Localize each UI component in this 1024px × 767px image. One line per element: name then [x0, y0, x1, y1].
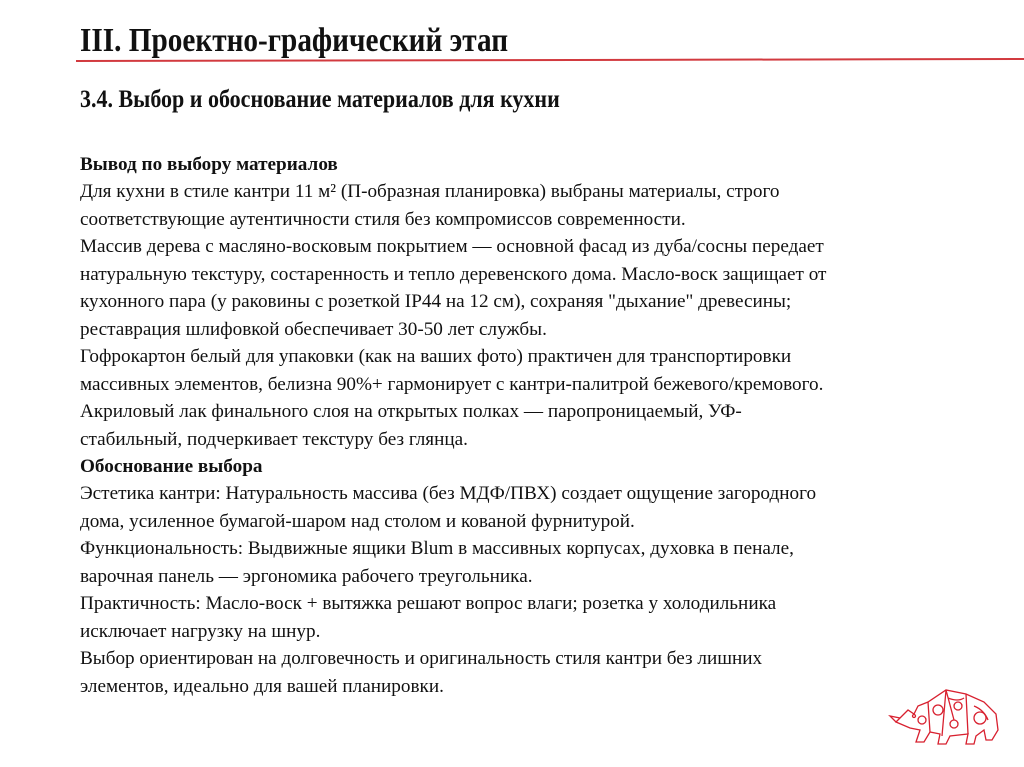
body-line: Практичность: Масло-воск + вытяжка решают вопрос влаги; розетка у холодильника	[80, 593, 777, 615]
section-heading: Обоснование выбора	[80, 455, 263, 477]
body-line: Выбор ориентирован на долговечность и оригинальность стиля кантри без лишних	[80, 648, 763, 670]
rhino-logo-icon	[888, 680, 1008, 750]
body-line: варочная панель — эргономика рабочего треугольника.	[80, 565, 533, 587]
page-title: III. Проектно-графический этап	[80, 22, 509, 59]
body-line: стабильный, подчеркивает текстуру без глянца.	[80, 428, 468, 450]
body-line: элементов, идеально для вашей планировки.	[80, 675, 444, 697]
body-line: натуральную текстуру, состаренность и тепло деревенского дома. Масло-воск защищает от	[80, 263, 827, 285]
body-line: соответствующие аутентичности стиля без компромиссов современности.	[80, 208, 686, 230]
body-text	[80, 151, 826, 700]
body-line: Акриловый лак финального слоя на открытых полках — паропроницаемый, УФ-	[80, 401, 742, 423]
body-line: массивных элементов, белизна 90%+ гармонирует с кантри-палитрой бежевого/кремового.	[80, 373, 824, 395]
body-line: дома, усиленное бумагой-шаром над столом и кованой фурнитурой.	[80, 510, 635, 532]
body-line: кухонного пара (у раковины с розеткой IP44 на 12 см), сохраняя "дыхание" древесины;	[80, 291, 792, 313]
section-heading: Вывод по выбору материалов	[80, 154, 338, 175]
body-line: Эстетика кантри: Натуральность массива (без МДФ/ПВХ) создает ощущение загородного	[80, 483, 817, 505]
body-line: исключает нагрузку на шнур.	[80, 620, 321, 642]
body-line: Функциональность: Выдвижные ящики Blum в массивных корпусах, духовка в пенале,	[80, 538, 794, 560]
body-line: Массив дерева с масляно-восковым покрытием — основной фасад из дуба/сосны передает	[80, 236, 824, 258]
body-line: реставрация шлифовкой обеспечивает 30-50 лет службы.	[80, 318, 547, 340]
body-line: Гофрокартон белый для упаковки (как на ваших фото) практичен для транспортировки	[80, 346, 792, 368]
section-subtitle: 3.4. Выбор и обоснование материалов для кухни	[80, 86, 560, 113]
body-line: Для кухни в стиле кантри 11 м² (П-образная планировка) выбраны материалы, строго	[80, 181, 780, 203]
